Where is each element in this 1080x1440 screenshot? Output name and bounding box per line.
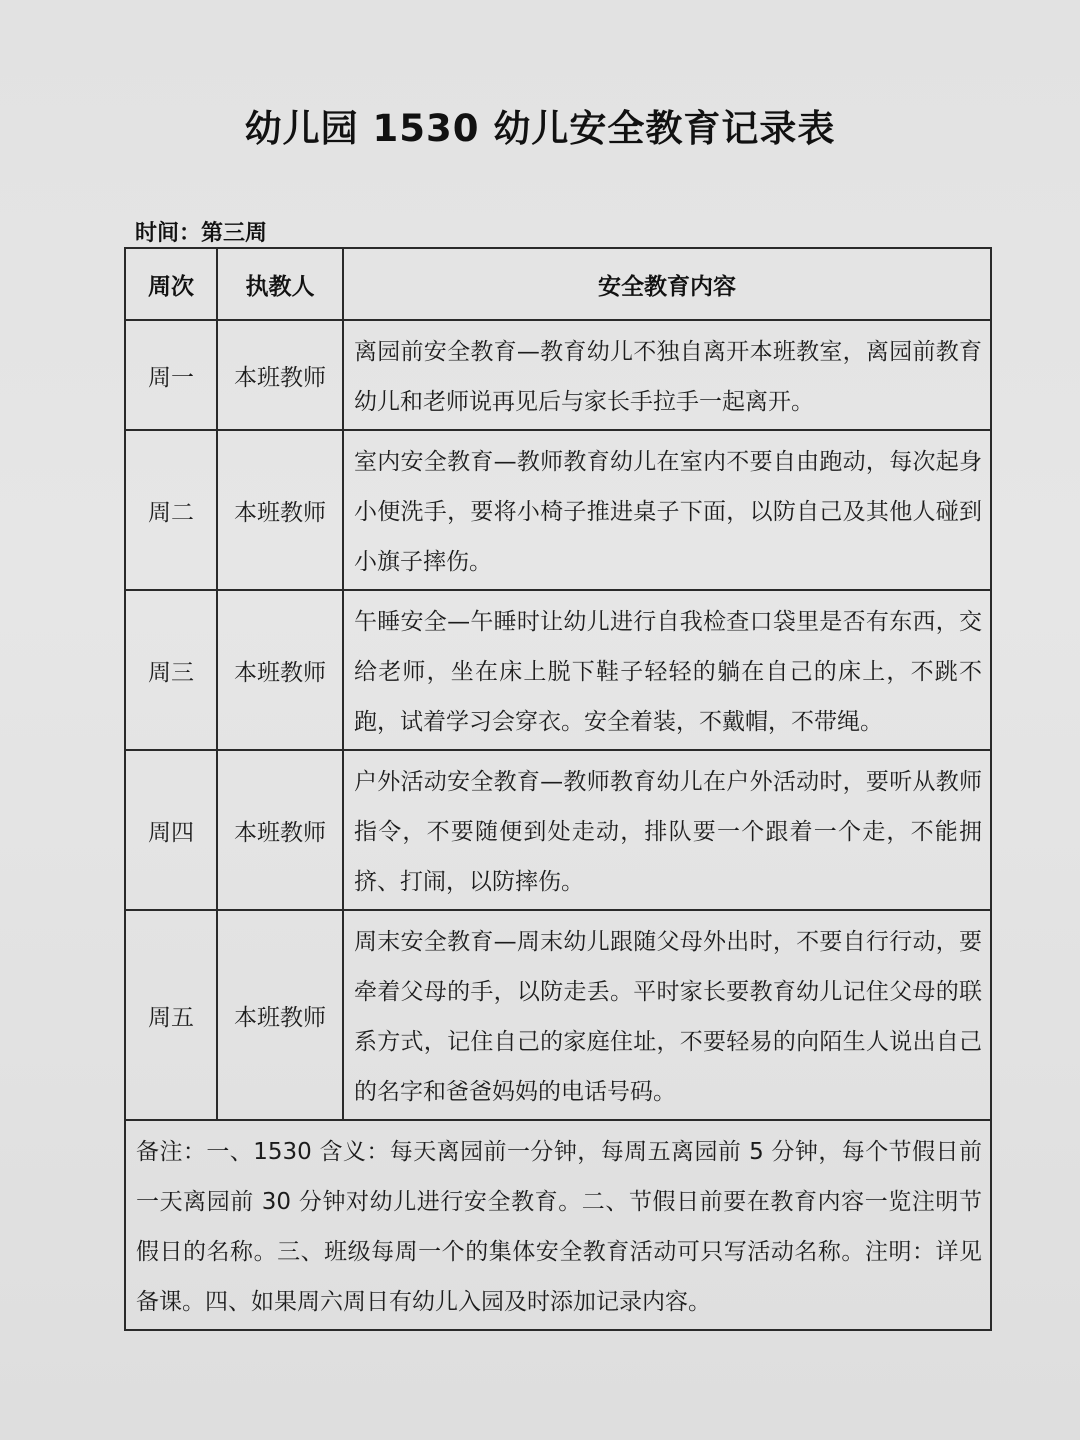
header-week: 周次 [125,248,217,320]
table-row [125,750,991,910]
content-cell: 户外活动安全教育—教师教育幼儿在户外活动时，要听从教师指令，不要随便到处走动，排队要一个跟着一个走，不能拥挤、打闹，以防摔伤。 [343,750,991,910]
content-cell: 室内安全教育—教师教育幼儿在室内不要自由跑动，每次起身小便洗手，要将小椅子推进桌子下面，以防自己及其他人碰到小旗子摔伤。 [343,430,991,590]
teacher-cell: 本班教师 [217,910,343,1120]
note-cell: 备注：一、1530 含义：每天离园前一分钟，每周五离园前 5 分钟，每个节假日前一天离园前 30 分钟对幼儿进行安全教育。二、节假日前要在教育内容一览注明节假日的名称。三、班级每周一个的集体安全教育活动可只写活动名称。注明：详见备课。四、如果周六周日有幼儿入园及时添加记录内容。 [125,1120,991,1330]
note-row [125,1120,991,1330]
content-cell: 午睡安全—午睡时让幼儿进行自我检查口袋里是否有东西，交给老师，坐在床上脱下鞋子轻轻的躺在自己的床上，不跳不跑，试着学习会穿衣。安全着装，不戴帽，不带绳。 [343,590,991,750]
teacher-cell: 本班教师 [217,750,343,910]
week-cell: 周四 [125,750,217,910]
week-cell: 周二 [125,430,217,590]
week-cell: 周一 [125,320,217,430]
teacher-cell: 本班教师 [217,430,343,590]
table-header-row [125,248,991,320]
table-row [125,590,991,750]
week-cell: 周五 [125,910,217,1120]
table-row [125,320,991,430]
table-row [125,430,991,590]
header-teacher: 执教人 [217,248,343,320]
safety-record-table [124,247,992,1331]
week-cell: 周三 [125,590,217,750]
teacher-cell: 本班教师 [217,320,343,430]
content-cell: 周末安全教育—周末幼儿跟随父母外出时，不要自行行动，要牵着父母的手，以防走丢。平时家长要教育幼儿记住父母的联系方式，记住自己的家庭住址，不要轻易的向陌生人说出自己的名字和爸爸妈妈的电话号码。 [343,910,991,1120]
content-cell: 离园前安全教育—教育幼儿不独自离开本班教室，离园前教育幼儿和老师说再见后与家长手拉手一起离开。 [343,320,991,430]
document-title: 幼儿园 1530 幼儿安全教育记录表 [244,107,836,150]
table-row [125,910,991,1120]
header-content: 安全教育内容 [343,248,991,320]
teacher-cell: 本班教师 [217,590,343,750]
time-label: 时间：第三周 [135,221,268,246]
